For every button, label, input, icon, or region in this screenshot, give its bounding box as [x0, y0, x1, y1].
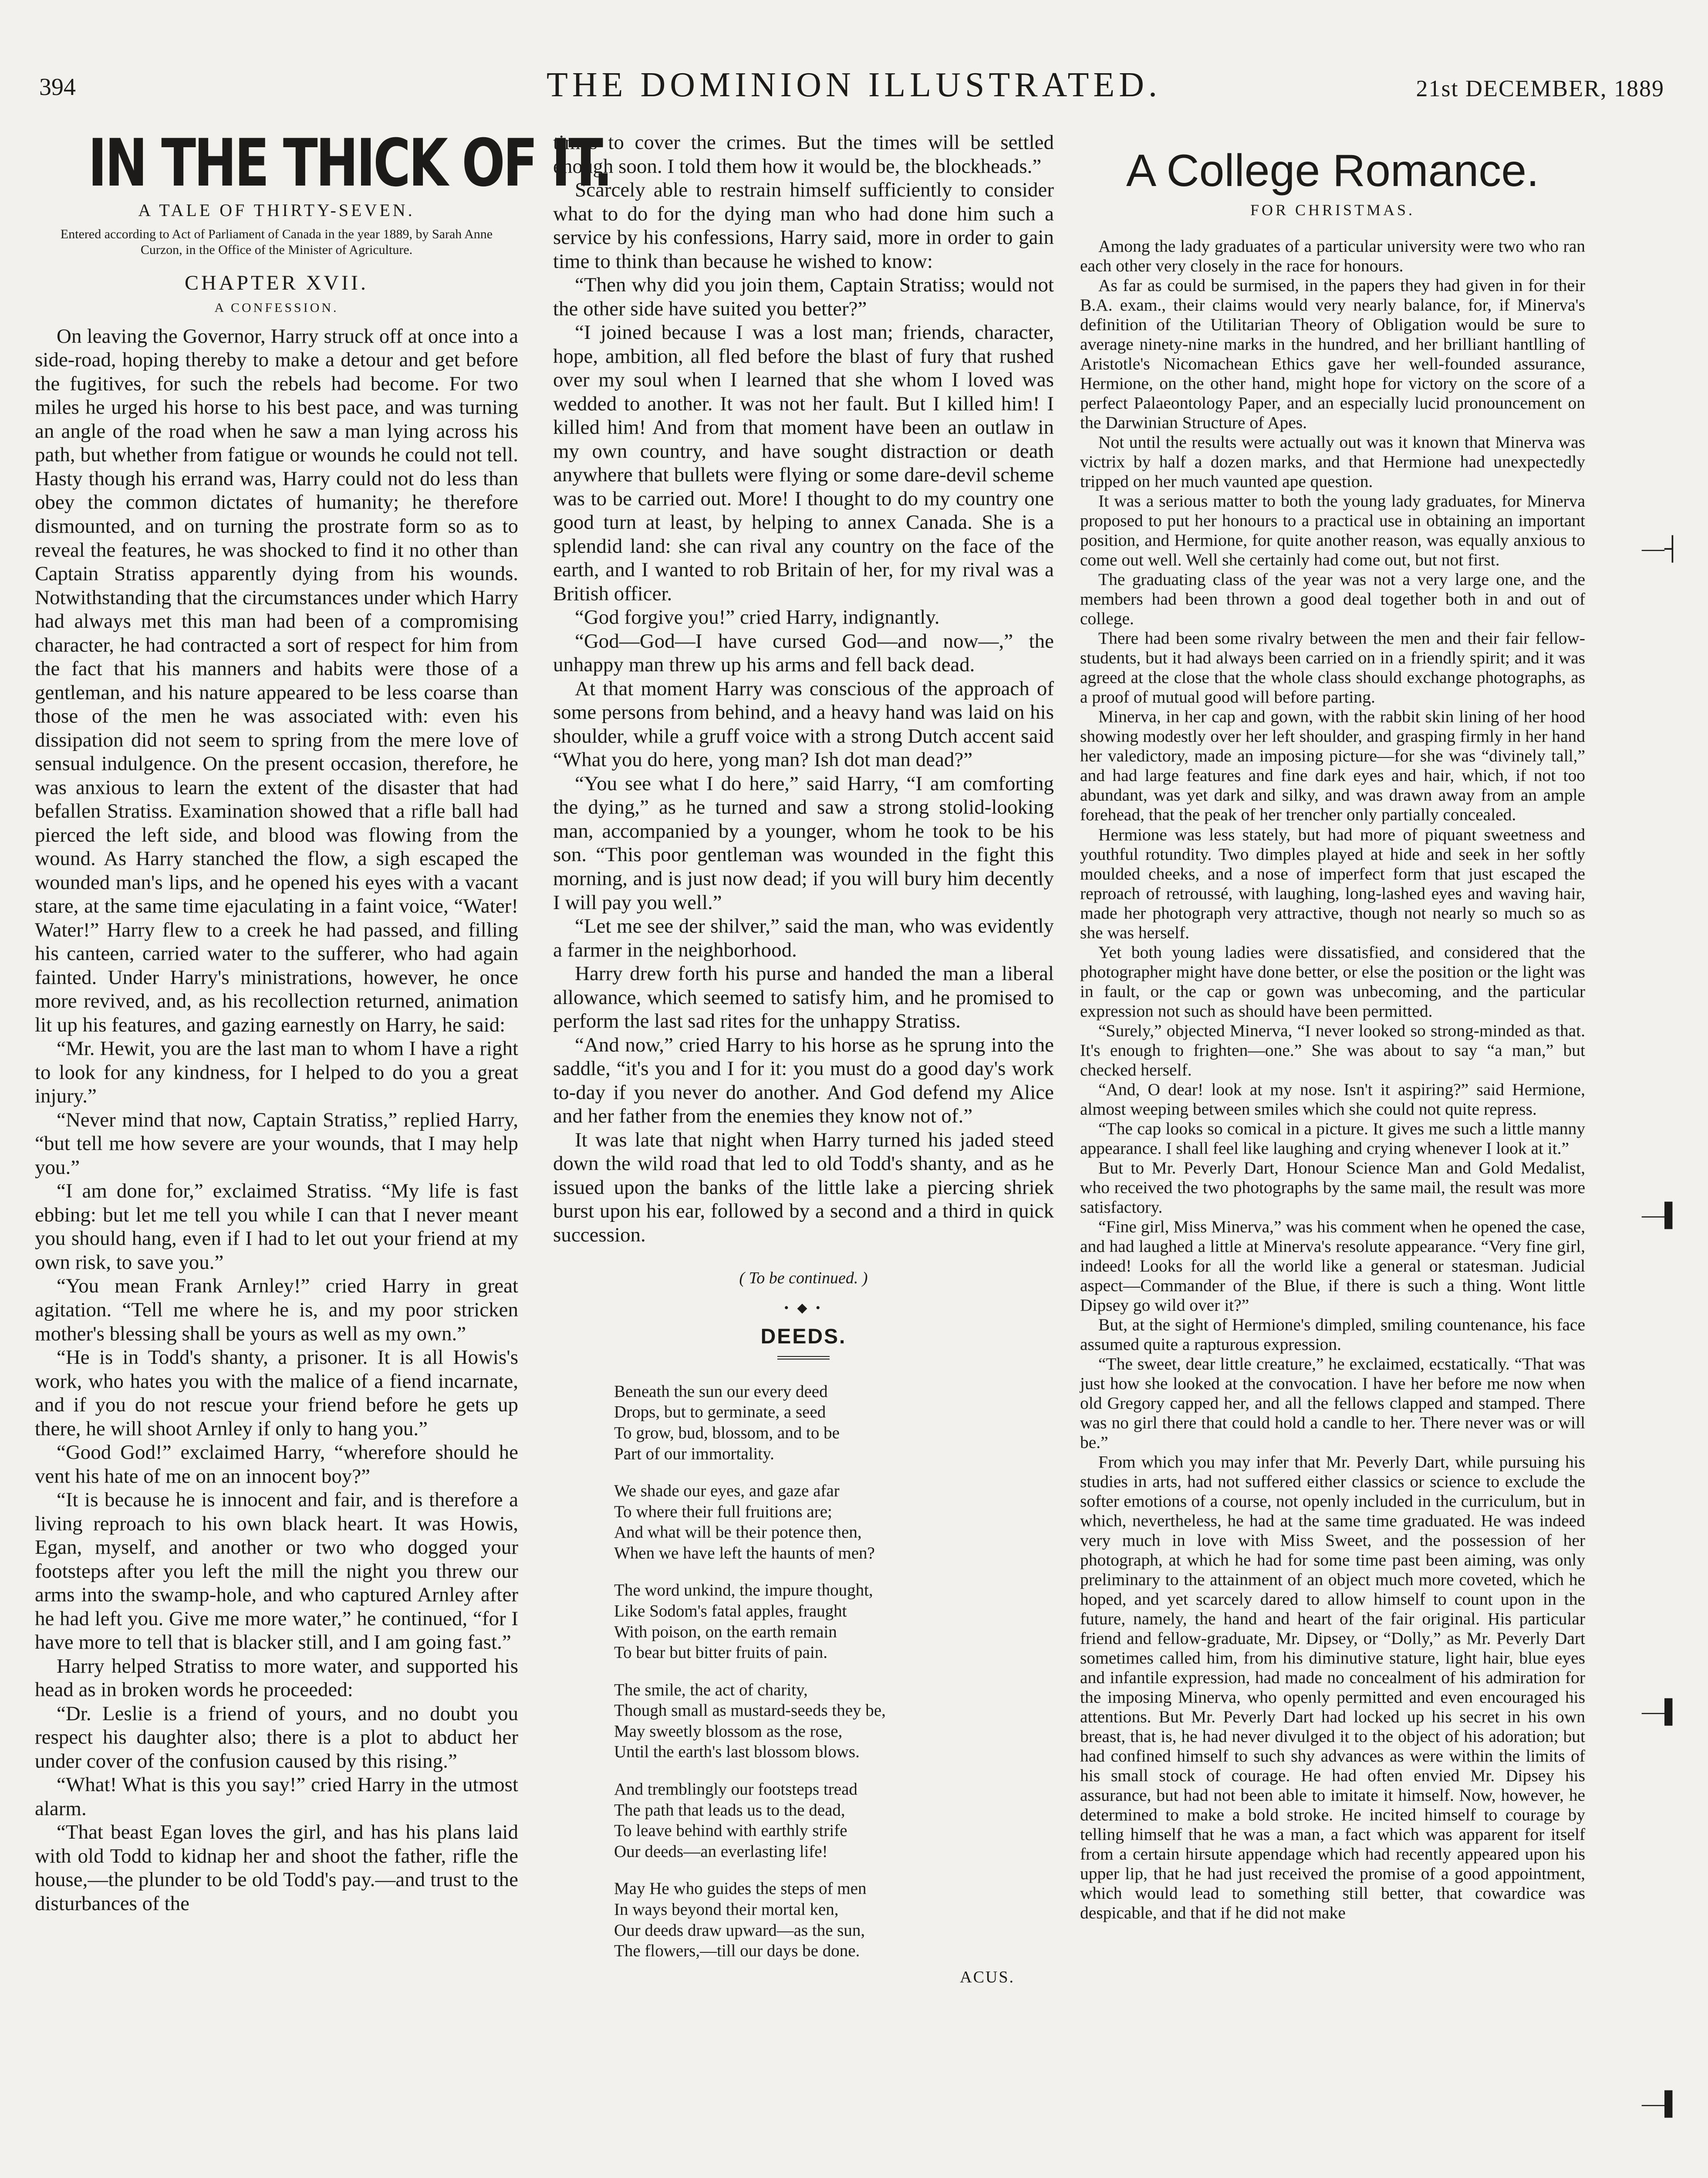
paragraph: “And now,” cried Harry to his horse as he sprung into the saddle, “it's you and I for it: you must do a good day's work to-day if you never do another. And God defend my Alice and her father from the enemies they know not of.”: [553, 1033, 1054, 1128]
poem-line: The path that leads us to the dead,: [614, 1800, 845, 1820]
paragraph: “Then why did you join them, Captain Stratiss; would not the other side have suited you better?”: [553, 274, 1054, 320]
margin-mark: —▌: [1642, 1203, 1681, 1228]
poem-line: To bear but bitter fruits of pain.: [614, 1643, 828, 1662]
paragraph: Hermione was less stately, but had more of piquant sweetness and youthful rotundity. Two dimples played at hide and seek in her softly moulded cheeks, and a nose of imperfect form that just escaped the reproach of retroussé, with laughing, long-lashed eyes and waving hair, made her photograph very attractive, though not nearly so much so as she was herself.: [1080, 825, 1585, 942]
poem-line: Beneath the sun our every deed: [614, 1382, 828, 1401]
paragraph: “I joined because I was a lost man; friends, character, hope, ambition, all fled before the blast of fury that rushed over my soul when I learned that she whom I loved was wedded to another. It was not her fault. But I killed him! I killed him! And from that moment have been an outlaw in my own country, and have sought distraction or death anywhere that bullets were flying or some dare-devil scheme was to be carried out. More! I thought to do my country one good turn at least, by helping to annex Canada. She is a splendid land: she can rival any country on the face of the earth, and I wanted to rob Britain of her, for my rival was a British officer.: [553, 321, 1054, 605]
paragraph: “You mean Frank Arnley!” cried Harry in great agitation. “Tell me where he is, and my poor stricken mother's blessing shall be yours as well as my own.”: [35, 1275, 518, 1345]
margin-mark: —▌: [1642, 1699, 1681, 1724]
paragraph: times to cover the crimes. But the times will be settled enough soon. I told them how it would be, the blockheads.”: [553, 131, 1054, 178]
story-subtitle: A TALE OF THIRTY-SEVEN.: [138, 200, 415, 220]
page-header: [35, 65, 1673, 113]
column-1: [35, 125, 611, 2178]
paragraph: Harry drew forth his purse and handed the man a liberal allowance, which seemed to satisfy him, and he promised to perform the last sad rites for the unhappy Stratiss.: [553, 962, 1054, 1033]
paragraph: “The cap looks so comical in a picture. It gives me such a little manny appearance. I shall feel like laughing and crying whenever I look at it.”: [1080, 1119, 1585, 1158]
poem-line: The smile, the act of charity,: [614, 1680, 808, 1699]
poem-line: To grow, bud, blossom, and to be: [614, 1423, 840, 1442]
poem-line: In ways beyond their mortal ken,: [614, 1900, 839, 1919]
paragraph: “That beast Egan loves the girl, and has his plans laid with old Todd to kidnap her and shoot the father, rifle the house,—the plunder to be old Todd's pay.—and trust to the disturbances of the: [35, 1821, 518, 1915]
paragraph: “Let me see der shilver,” said the man, who was evidently a farmer in the neighborhood.: [553, 915, 1054, 961]
margin-mark: —┤: [1642, 536, 1681, 561]
paragraph: “I am done for,” exclaimed Stratiss. “My life is fast ebbing: but let me tell you while I can that I never meant you should hang, even if I had to let out your friend at my own risk, to save you.”: [35, 1180, 518, 1274]
masthead: THE DOMINION ILLUSTRATED.: [546, 66, 1162, 104]
story-title: IN THE THICK OF IT.: [88, 125, 611, 201]
column-2: [553, 131, 1054, 2178]
poem-line: And tremblingly our footsteps tread: [614, 1780, 857, 1799]
poem-line: The word unkind, the impure thought,: [614, 1581, 873, 1600]
paragraph: “What! What is this you say!” cried Harry in the utmost alarm.: [35, 1773, 518, 1820]
paragraph: On leaving the Governor, Harry struck off at once into a side-road, hoping thereby to make a detour and get before the fugitives, for such the rebels had become. For two miles he urged his horse to his best pace, and was turning an angle of the road when he saw a man lying across his path, but whether from fatigue or wounds he could not tell. Hasty though his errand was, Harry could not do less than obey the common dictates of humanity; he therefore dismounted, and on turning the prostrate form so as to reveal the features, he was shocked to find it no other than Captain Stratiss apparently dying from his wounds. Notwithstanding that the circumstances under which Harry had always met this man had been of a compromising character, he had contracted a sort of respect for him from the fact that his manners and habits were those of a gentleman, and his nature appeared to be less coarse than those of the men he was associated with: even his dissipation did not seem to spring from the mere love of sensual indulgence. On the present occasion, therefore, he was anxious to learn the extent of the disaster that had befallen Stratiss. Examination showed that a rifle ball had pierced the left side, and blood was flowing from the wound. As Harry stanched the flow, a sigh escaped the wounded man's lips, and he opened his eyes with a vacant stare, at the same time ejaculating in a faint voice, “Water! Water!” Harry flew to a creek he had passed, and filling his canteen, carried water to the sufferer, who had again fainted. Under Harry's ministrations, however, he once more revived, and, as his recollection returned, animation lit up his features, and gazing earnestly on Harry, he said:: [35, 325, 518, 1036]
paragraph: Not until the results were actually out was it known that Minerva was victrix by half a dozen marks, and that Hermione had unexpectedly tripped on her much vaunted ape question.: [1080, 433, 1585, 491]
poem-line: May He who guides the steps of men: [614, 1879, 867, 1898]
paragraph: “The sweet, dear little creature,” he exclaimed, ecstatically. “That was just how she looked at the convocation. I have her before me now when old Gregory capped her, and all the fellows clapped and stamped. There was no girl there that could hold a candle to her. There never was or will be.”: [1080, 1354, 1585, 1452]
poem-line: May sweetly blossom as the rose,: [614, 1721, 843, 1741]
poem-line: Our deeds—an everlasting life!: [614, 1842, 828, 1861]
paragraph: “Surely,” objected Minerva, “I never looked so strong-minded as that. It's enough to frighten—one.” She was about to say “a man,” but checked herself.: [1080, 1021, 1585, 1079]
poem-line: Our deeds draw upward—as the sun,: [614, 1921, 865, 1940]
poem-signature: ACUS.: [960, 1968, 1015, 1986]
paragraph: At that moment Harry was conscious of the approach of some persons from behind, and a heavy hand was laid on his shoulder, while a gruff voice with a strong Dutch accent said “What you do here, yong man? Ish dot man dead?”: [553, 677, 1054, 771]
title-rule: [777, 1356, 830, 1360]
poem-line: Though small as mustard-seeds they be,: [614, 1701, 886, 1720]
poem-stanza: [614, 1580, 1054, 1663]
to-be-continued: ( To be continued. ): [739, 1269, 868, 1288]
poem-line: The flowers,—till our days be done.: [614, 1941, 860, 1961]
paragraph: From which you may infer that Mr. Peverly Dart, while pursuing his studies in arts, had not suffered either classics or science to exclude the softer emotions of a course, not openly included in the curriculum, but in which, nevertheless, he had at the same time graduated. He was indeed very much in love with Miss Sweet, and the possession of her photograph, at which he had for some time past been aiming, was only preliminary to the attainment of an object much more coveted, which he hoped, and yet scarcely dared to allow himself to count upon in the future, namely, the hand and heart of the fair original. His particular friend and fellow-graduate, Mr. Dipsey, or “Dolly,” as Mr. Peverly Dart sometimes called him, from his diminutive stature, light hair, blue eyes and infantile expression, had made no concealment of his admiration for the imposing Minerva, who openly permitted and even encouraged his attentions. But Mr. Peverly Dart had locked up his secret in his own breast, that is, he had never divulged it to the object of his adoration; but had confined himself to such shy advances as were within the limits of his small stock of courage. He had often envied Mr. Dipsey his assurance, but had not been able to imitate it himself. Now, however, he determined to make a bold stroke. He incited himself to courage by telling himself that he was a man, a fact which was apparent for itself from a certain hirsute appendage which had recently appeared upon his upper lip, that he had just received the promise of a good appointment, which would lead to something still better, that cowardice was despicable, and that if he did not make: [1080, 1452, 1585, 1923]
poem-stanza: [614, 1381, 1054, 1464]
paragraph: The graduating class of the year was not a very large one, and the members had been thrown a good deal together both in and out of college.: [1080, 570, 1585, 629]
paragraph: As far as could be surmised, in the papers they had given in for their B.A. exam., their claims would very nearly balance, for, if Minerva's definition of the Utilitarian Theory of Obligation would be sure to average ninety-nine marks in the hundred, and her brilliant hantlling of Aristotle's Nicomachean Ethics gave her well-founded assurance, Hermione, on the other hand, might hope for victory on the score of a perfect Palaeontology Paper, and an especially lucid pronouncement on the Darwinian Structure of Apes.: [1080, 276, 1585, 433]
copyright-notice: Entered according to Act of Parliament of Canada in the year 1889, by Sarah Anne Curzon, in the Office of the Minister of Agriculture.: [60, 227, 493, 257]
column-3: [1080, 131, 1585, 2178]
paragraph: “You see what I do here,” said Harry, “I am comforting the dying,” as he turned and saw a strong stolid-looking man, accompanied by a younger, whom he took to be his son. “This poor gentleman was wounded in the fight this morning, and is just now dead; if you will bury him decently I will pay you well.”: [553, 772, 1054, 914]
poem-line: To leave behind with earthly strife: [614, 1821, 847, 1840]
paragraph: It was a serious matter to both the young lady graduates, for Minerva proposed to put her honours to a practical use in obtaining an important position, and Hermione, for quite another reason, was equally anxious to come out well. Well she certainly had come out, but not first.: [1080, 491, 1585, 570]
paragraph: “God—God—I have cursed God—and now—,” the unhappy man threw up his arms and fell back dead.: [553, 629, 1054, 676]
paragraph: “It is because he is innocent and fair, and is therefore a living reproach to his own black heart. It was Howis, Egan, myself, and another or two who dogged your footsteps after you left the mill the night you threw our arms into the swamp-hole, and who captured Arnley after he had left you. Give me more water,” he continued, “for I have more to tell that is blacker still, and I am going fast.”: [35, 1488, 518, 1654]
ornament-divider: • ◆ •: [784, 1301, 823, 1316]
poem-line: We shade our eyes, and gaze afar: [614, 1481, 840, 1501]
paragraph: There had been some rivalry between the men and their fair fellow-students, but it had always been carried on in a friendly spirit; and it was agreed at the close that the whole class should exchange photographs, as a proof of mutual good will before parting.: [1080, 629, 1585, 707]
poem-line: Part of our immortality.: [614, 1444, 774, 1463]
poem-stanza: [614, 1481, 1054, 1563]
chapter-heading: CHAPTER XVII.: [185, 271, 368, 295]
paragraph: “Mr. Hewit, you are the last man to whom I have a right to look for any kindness, for I helped to do you a great injury.”: [35, 1037, 518, 1108]
paragraph: “And, O dear! look at my nose. Isn't it aspiring?” said Hermione, almost weeping between smiles which she could not quite repress.: [1080, 1079, 1585, 1119]
poem-line: Drops, but to germinate, a seed: [614, 1403, 826, 1422]
paragraph: “Fine girl, Miss Minerva,” was his comment when he opened the case, and had laughed a little at Minerva's resolute appearance. “Very fine girl, indeed! Looks for all the world like a general or statesman. Judicial aspect—Commander of the Blue, if there is such a thing. Wont little Dipsey go wild over it?”: [1080, 1217, 1585, 1315]
poem-stanza: [614, 1680, 1054, 1762]
paragraph: “God forgive you!” cried Harry, indignantly.: [575, 606, 940, 629]
issue-date: 21st DECEMBER, 1889: [1416, 75, 1664, 101]
poem-line: With poison, on the earth remain: [614, 1622, 837, 1641]
paragraph: “Never mind that now, Captain Stratiss,” replied Harry, “but tell me how severe are your wounds, that I may help you.”: [35, 1108, 518, 1179]
poem-line: To where their full fruitions are;: [614, 1502, 832, 1521]
paragraph: Harry helped Stratiss to more water, and supported his head as in broken words he proceeded:: [35, 1654, 518, 1701]
paragraph: “Good God!” exclaimed Harry, “wherefore should he vent his hate of me on an innocent boy?”: [35, 1441, 518, 1488]
page-number: 394: [39, 74, 76, 101]
paragraph: Among the lady graduates of a particular university were two who ran each other very closely in the race for honours.: [1080, 237, 1585, 276]
paragraph: Yet both young ladies were dissatisfied, and considered that the photographer might have done better, or else the position or the light was in fault, or the cap or gown was unbecoming, and the particular expression not such as should have been permitted.: [1080, 942, 1585, 1021]
chapter-subheading: A CONFESSION.: [214, 301, 339, 315]
story-title-college-romance: A College Romance.: [1126, 145, 1539, 196]
paragraph: “Dr. Leslie is a friend of yours, and no doubt you respect his daughter also; there is a plot to abduct her under cover of the confusion caused by this rising.”: [35, 1702, 518, 1772]
poem-stanza: [614, 1779, 1054, 1862]
poem-line: When we have left the haunts of men?: [614, 1543, 875, 1562]
story-subtitle: FOR CHRISTMAS.: [1250, 201, 1415, 219]
poem-line: Like Sodom's fatal apples, fraught: [614, 1601, 847, 1620]
poem-body: [614, 1381, 1054, 1962]
poem-title: DEEDS.: [760, 1325, 847, 1349]
paragraph: But, at the sight of Hermione's dimpled, smiling countenance, his face assumed quite a rapturous expression.: [1080, 1315, 1585, 1354]
paragraph: Minerva, in her cap and gown, with the rabbit skin lining of her hood showing modestly over her left shoulder, and grasping firmly in her hand her valedictory, made an imposing picture—for she was “divinely tall,” and had large features and fine dark eyes and hair, which, if not too abundant, was yet dark and silky, and was drawn away from an ample forehead, that the peak of her trencher only partially concealed.: [1080, 707, 1585, 825]
poem-stanza: [614, 1878, 1054, 1961]
paragraph: Scarcely able to restrain himself sufficiently to consider what to do for the dying man who had done him such a service by his confessions, Harry said, more in order to gain time to think than because he wished to know:: [553, 179, 1054, 273]
paragraph: “He is in Todd's shanty, a prisoner. It is all Howis's work, who hates you with the malice of a fiend incarnate, and if you do not rescue your friend before he gets up there, he will shoot Arnley if only to hang you.”: [35, 1346, 518, 1440]
paragraph: But to Mr. Peverly Dart, Honour Science Man and Gold Medalist, who received the two photographs by the same mail, the result was more satisfactory.: [1080, 1158, 1585, 1217]
poem-line: And what will be their potence then,: [614, 1523, 862, 1542]
poem-line: Until the earth's last blossom blows.: [614, 1742, 860, 1762]
paragraph: It was late that night when Harry turned his jaded steed down the wild road that led to old Todd's shanty, and as he issued upon the banks of the little lake a piercing shriek burst upon his ear, followed by a second and a third in quick succession.: [553, 1128, 1054, 1246]
margin-mark: —▌: [1642, 2091, 1681, 2116]
